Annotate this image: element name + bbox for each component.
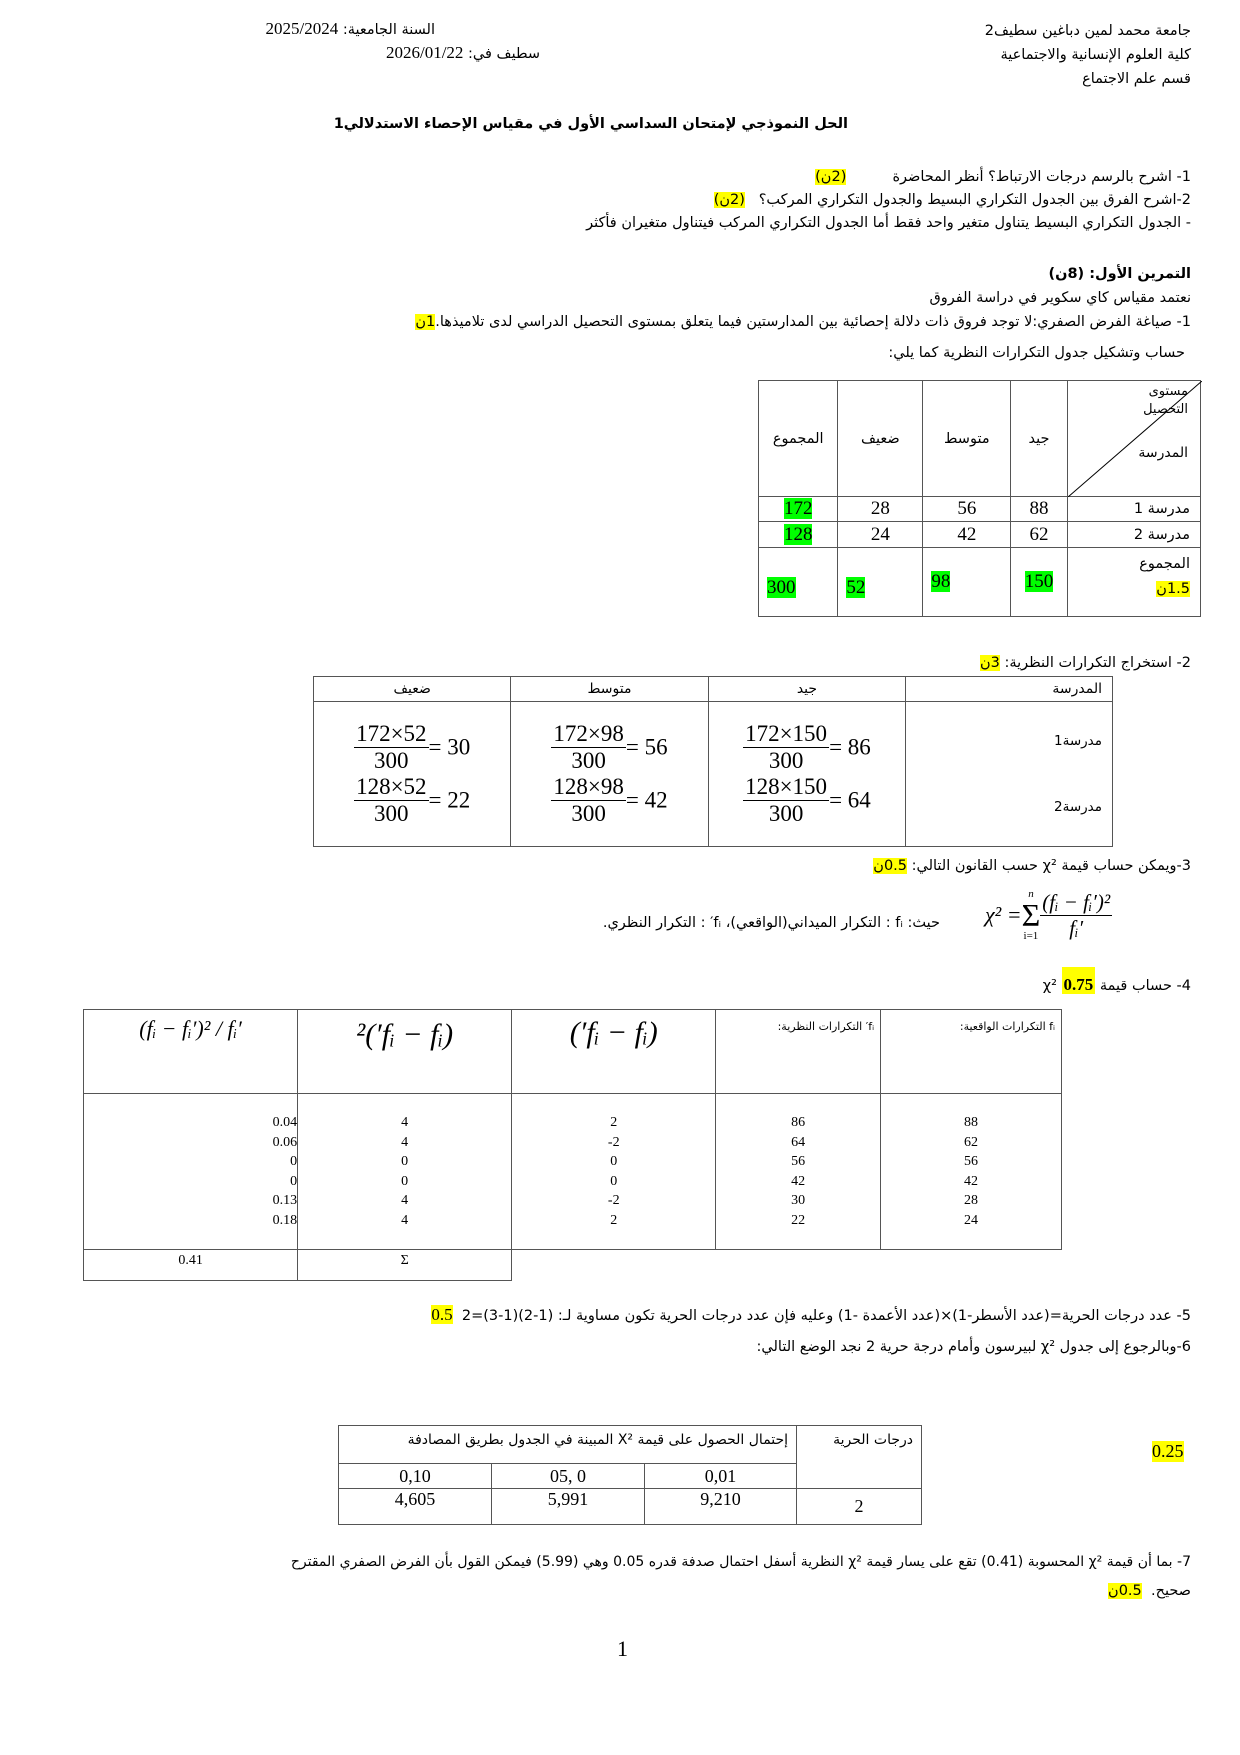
expected-frequencies-table [313,676,1113,847]
corner-top-label: مستوى التحصيل [1143,384,1188,417]
table-cell: 0.04 [272,1115,298,1130]
table-cell: 30 [791,1193,806,1208]
ratio-column [84,1094,298,1250]
squared-column [298,1094,512,1250]
step-1: 1- صياغة الفرض الصفري:لا توجد فروق ذات دلالة إحصائية بين المدارستين فيما يتعلق بمستوى التحصيل الدراسي لدى تلاميذها.1ن [415,314,1191,330]
table-row [759,522,1201,548]
fraction-cell: $\frac{128\times 52}{300}$ = 22 [356,774,471,826]
header-observed: fᵢ التكرارات الواقعية: [881,1010,1062,1094]
table-cell: 0 [401,1173,409,1189]
header-expected: fᵢ′ التكرارات النظرية: [716,1010,881,1094]
table-cell: 0.18 [272,1212,298,1228]
date-line [362,43,540,63]
corner-cell [1067,381,1200,497]
fraction-cell: $\frac{172\times 150}{300}$ = 86 [745,721,871,773]
critical-value: 4,605 [339,1489,492,1525]
step4-points: 0.75 [1062,967,1096,994]
fraction-cell: $\frac{172\times 52}{300}$ = 30 [356,721,471,773]
table-cell: 0 [290,1154,298,1169]
header-diff: (fᵢ − fᵢ′) [512,1010,716,1094]
step-6: 6-وبالرجوع إلى جدول χ² لبيرسون وأمام درجة حرية 2 نجد الوضع التالي: [756,1339,1191,1355]
col-total: 150 [1024,571,1054,592]
exercise-heading: التمرين الأول: (8ن) [1048,266,1191,282]
year-label: السنة الجامعية: [342,22,435,38]
institution-block [985,19,1191,91]
table-cell: 88 [964,1115,979,1130]
exercise-intro: نعتمد مقياس كاي سكوير في دراسة الفروق [929,290,1191,306]
step-3-label: 3-ويمكن حساب قيمة χ² حسب القانون التالي: 0.5ن [873,858,1191,874]
table-cell: 0.13 [272,1193,298,1208]
chi-square-computation-table [83,1009,1062,1281]
col-header-good: جيد [708,677,906,702]
step3-points: 0.5ن [873,858,908,874]
table-cell: 0 [401,1154,409,1169]
table-intro: حساب وتشكيل جدول التكرارات النظرية كما يلي: [888,345,1185,361]
academic-year [242,19,435,39]
page-number: 1 [617,1636,628,1661]
questions-block [586,166,1191,235]
table-cell: 28 [964,1193,979,1208]
totals-row [759,548,1201,617]
table-cell: 2 [610,1115,618,1130]
q2-points: (2ن) [713,192,745,208]
header-ratio: (fᵢ − fᵢ′)² / fᵢ′ [84,1010,298,1094]
table-cell: 2 [610,1212,618,1228]
question-2: 2-اشرح الفرق بين الجدول التكراري البسيط والجدول التكراري المركب؟ (2ن) [713,192,1191,208]
difference-column [512,1094,716,1250]
col-header-school: المدرسة [906,677,1113,702]
step7-line1: 7- بما أن قيمة χ² المحسوبة (0.41) تقع على يسار قيمة χ² النظرية أسفل احتمال صدفة قدره 0.05 وهي (5.99) فيمكن القول بأن الفرض الصفري المقترح [290,1554,1191,1570]
step-7 [51,1548,1191,1606]
table-cell: 0 [610,1154,618,1169]
question-1: 1- اشرح بالرسم درجات الارتباط؟ أنظر المحاضرة (2ن) [815,169,1191,185]
fraction-cell: $\frac{172\times 98}{300}$ = 56 [553,721,668,773]
table-cell: 4 [401,1134,409,1150]
chi-square-formula: χ² = n Σ i=1 $\frac{\text{(fᵢ − fᵢ′)²}}{\text{fᵢ′}}$ [985,888,1111,942]
page-title: الحل النموذجي لإمتحان السداسي الأول في مقياس الإحصاء الاستدلالي1 [333,116,848,132]
cell: 42 [923,522,1011,548]
table-cell: 42 [964,1173,979,1189]
sum-symbol: Σ [298,1250,512,1281]
step2-points: 3ن [979,655,1000,671]
step7-line2: صحيح. [1150,1583,1191,1599]
table-cell: 0 [610,1173,618,1189]
table-cell: 62 [964,1134,979,1150]
probability-header: إحتمال الحصول على قيمة X² المبينة في الجدول بطريق المصادفة [339,1426,797,1464]
total-points: 1.5ن [1156,581,1190,597]
observed-frequencies-table [758,380,1201,617]
critical-value: 9,210 [645,1489,797,1525]
step6-points: 0.25 [1152,1441,1184,1461]
step-2-label: 2- استخراج التكرارات النظرية: 3ن [979,655,1191,671]
row-label: مدرسة1 [1054,733,1102,749]
col-total: 98 [931,571,951,592]
prob-cell: 0,01 [645,1464,797,1489]
table-cell: 2- [607,1193,620,1208]
exercise-block [415,262,1191,334]
table-cell: 64 [791,1134,806,1150]
cell: 56 [923,497,1011,522]
step7-points: 0.5ن [1108,1583,1142,1599]
table-cell: 4 [401,1115,409,1130]
step1-points: 1ن [415,314,436,330]
table-cell: 24 [964,1212,979,1228]
table-row [759,497,1201,522]
observed-column [881,1094,1062,1250]
cell: 28 [838,497,923,522]
grand-total: 300 [767,577,796,598]
date-label: سطيف في: [468,46,540,62]
chi-square-sum: 0.41 [84,1250,298,1281]
total-label: المجموع [1139,556,1190,572]
df-header: درجات الحرية [797,1426,922,1489]
department-name: قسم علم الاجتماع [1082,71,1191,87]
col-header-weak: ضعيف [314,677,511,702]
year-value: 2025/2024 [265,19,339,38]
expected-column [716,1094,881,1250]
col-header-medium: متوسط [923,381,1011,497]
table-cell: 56 [791,1154,806,1169]
table-cell: 4 [401,1193,409,1208]
faculty-name: كلية العلوم الإنسانية والاجتماعية [1000,47,1191,63]
row-label: مدرسة 2 [1067,522,1200,548]
col-header-good: جيد [1011,381,1067,497]
row-total: 128 [783,523,813,545]
col-header-weak: ضعيف [838,381,923,497]
step5-points: 0.5 [431,1305,453,1324]
question-2-answer: - الجدول التكراري البسيط يتناول متغير واحد فقط أما الجدول التكراري المركب فيتناول متغيران فأكثر [586,215,1191,231]
prob-cell: 0 ,05 [492,1464,645,1489]
header-diff-squared: (fᵢ − fᵢ′)² [298,1010,512,1094]
date-value: 2026/01/22 [385,43,464,62]
cell: 62 [1011,522,1067,548]
step-4-label: 4- حساب قيمة χ² 0.75 [1043,975,1191,995]
row-label: مدرسة2 [1054,799,1102,815]
row-label: مدرسة 1 [1067,497,1200,522]
step-5: 5- عدد درجات الحرية=(عدد الأسطر-1)×(عدد الأعمدة -1) وعليه فإن عدد درجات الحرية تكون مساوية لـ: (1-2)(1-3)=2 0.5 [431,1305,1191,1324]
table-cell: 42 [791,1173,806,1189]
fraction-cell: $\frac{128\times 150}{300}$ = 64 [745,774,871,826]
fraction-cell: $\frac{128\times 98}{300}$ = 42 [553,774,668,826]
table-cell: 4 [401,1212,409,1228]
cell: 24 [838,522,923,548]
critical-values-table [338,1425,922,1525]
prob-cell: 0,10 [339,1464,492,1489]
df-value: 2 [797,1489,922,1525]
q1-points: (2ن) [815,169,847,185]
col-header-medium: متوسط [511,677,708,702]
cell: 88 [1011,497,1067,522]
university-name: جامعة محمد لمين دباغين سطيف2 [984,23,1191,39]
critical-value: 5,991 [492,1489,645,1525]
table-cell: 56 [964,1154,979,1169]
table-cell: 0 [290,1173,298,1189]
col-header-total: المجموع [759,381,838,497]
table-cell: 2- [607,1134,620,1150]
table-cell: 86 [791,1115,806,1130]
table-cell: 22 [791,1212,806,1228]
col-total: 52 [846,577,866,598]
corner-bottom-label: المدرسة [1138,445,1188,461]
table-cell: 0.06 [272,1134,298,1150]
row-total: 172 [783,498,813,519]
formula-legend: حيث: fᵢ : التكرار الميداني(الواقعي)، fᵢ′ : التكرار النظري. [602,915,940,931]
